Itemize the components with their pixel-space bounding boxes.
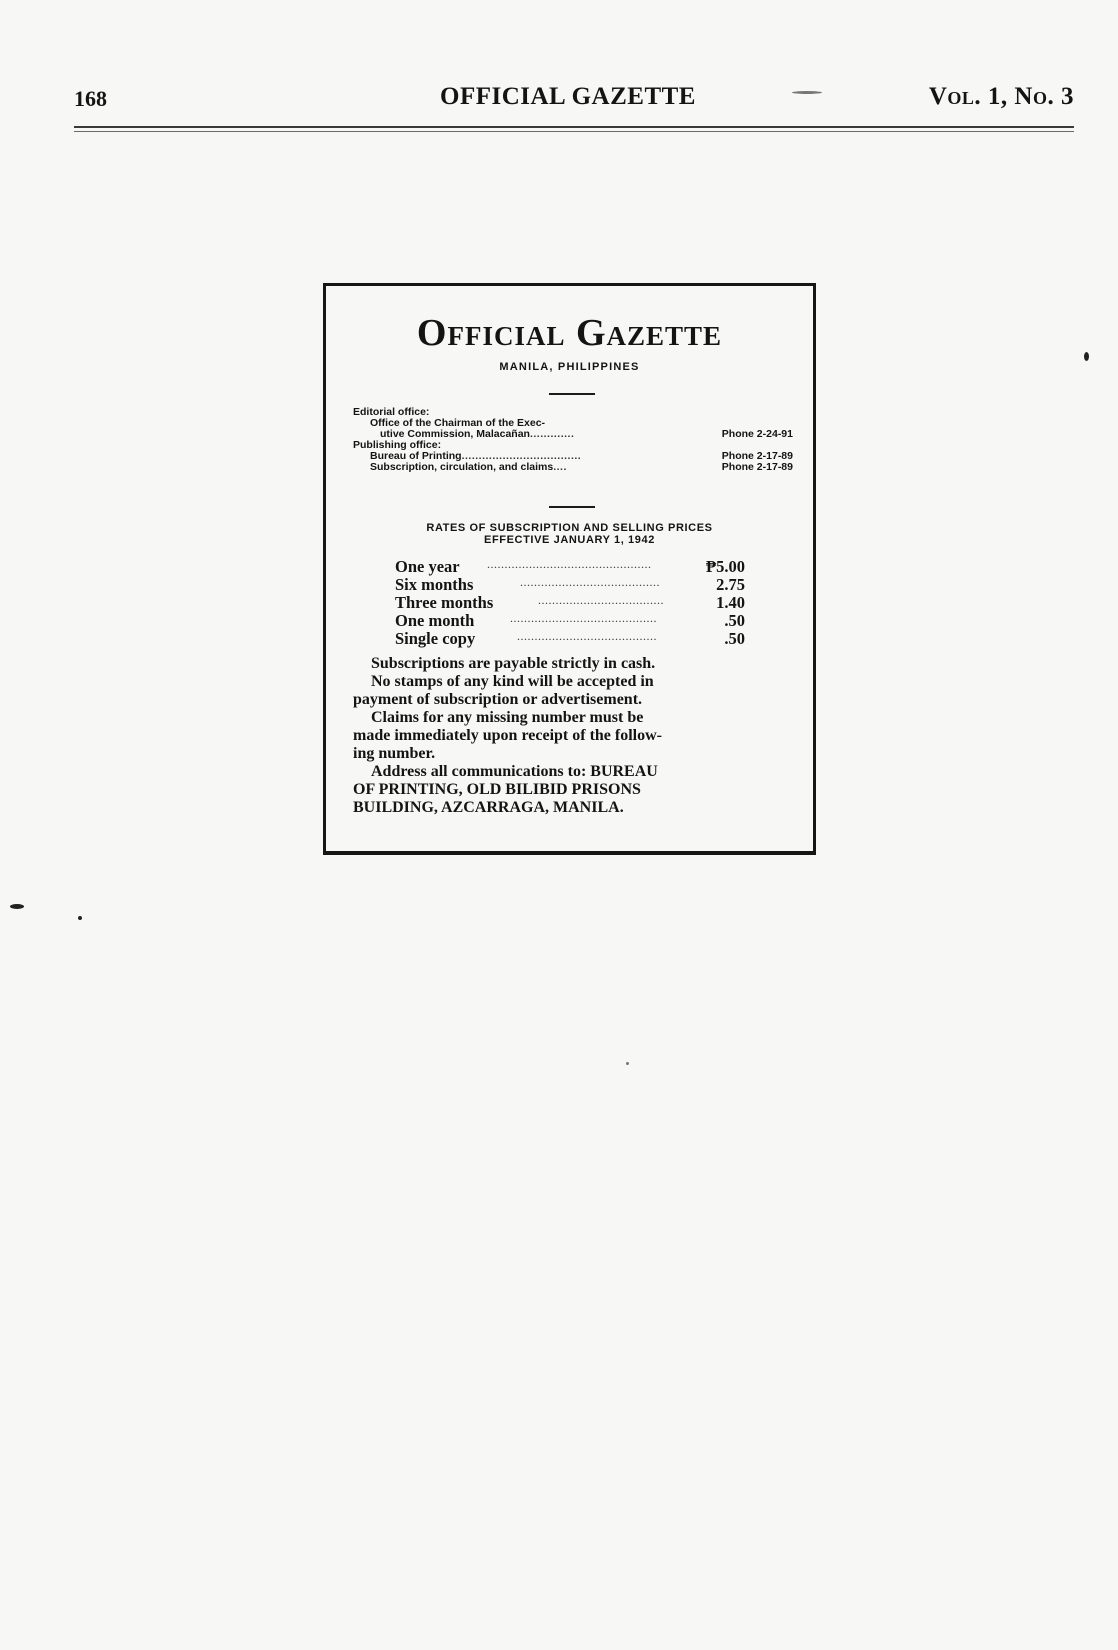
rate-term: Three months	[395, 593, 494, 612]
leader-dots: ...................................	[461, 450, 582, 462]
terms-text: ing number.	[353, 745, 436, 762]
subscription-label: Subscription, circulation, and claims	[370, 461, 554, 473]
divider	[549, 393, 595, 395]
rate-term: Single copy	[395, 629, 476, 648]
terms-line	[353, 691, 793, 709]
terms-text: Address all communications to: BUREAU	[371, 763, 658, 780]
notice-title: Official Gazette	[416, 312, 723, 354]
leader-dots: .............	[529, 428, 575, 440]
rate-price: .50	[724, 611, 745, 630]
terms-text: BUILDING, AZCARRAGA, MANILA.	[353, 799, 624, 816]
publishing-office-label: Publishing office:	[353, 439, 442, 451]
editorial-line-2	[380, 429, 793, 440]
leader-dots: ..........................................	[510, 611, 657, 625]
scan-speck	[1084, 352, 1089, 361]
terms-text: Subscriptions are payable strictly in cash.	[371, 655, 656, 672]
terms-line	[353, 673, 793, 691]
leader-dots: ........................................	[520, 575, 660, 589]
header-rule	[74, 126, 1074, 128]
header-title: OFFICIAL GAZETTE	[440, 83, 696, 110]
page-number: 168	[74, 86, 107, 111]
header-rule-thin	[74, 131, 1074, 132]
bureau-phone: Phone 2-17-89	[721, 450, 793, 462]
terms-text: OF PRINTING, OLD BILIBID PRISONS	[353, 781, 641, 798]
subscription-phone: Phone 2-17-89	[721, 461, 793, 473]
terms-line	[353, 799, 793, 817]
scan-speck	[792, 91, 822, 94]
running-header	[74, 78, 1074, 118]
leader-dots: ....	[553, 461, 567, 473]
terms-text: No stamps of any kind will be accepted in	[371, 673, 654, 690]
rate-term: One year	[395, 557, 460, 576]
rate-row	[395, 611, 745, 629]
terms-line	[353, 709, 793, 727]
terms-line	[353, 781, 793, 799]
notice-subtitle: MANILA, PHILIPPINES	[499, 361, 640, 373]
rate-price: 1.40	[716, 593, 745, 612]
terms-line	[353, 763, 793, 781]
scan-speck	[626, 1062, 629, 1065]
rate-row	[395, 575, 745, 593]
terms-line	[353, 727, 793, 745]
terms-line	[353, 745, 793, 763]
rate-price: ₱5.00	[706, 557, 745, 576]
rate-row	[395, 629, 745, 647]
rate-row	[395, 557, 745, 575]
rate-row	[395, 593, 745, 611]
leader-dots: ........................................	[517, 629, 657, 643]
subscription-line	[370, 462, 793, 473]
leader-dots: ...............................................	[487, 557, 652, 571]
scan-speck	[78, 916, 82, 920]
terms-text: Claims for any missing number must be	[371, 709, 644, 726]
rate-term: Six months	[395, 575, 474, 594]
rate-price: 2.75	[716, 575, 745, 594]
editorial-office-label: Editorial office:	[353, 406, 430, 418]
leader-dots: ....................................	[538, 593, 664, 607]
editorial-phone: Phone 2-24-91	[721, 428, 793, 440]
editorial-line-2-text: utive Commission, Malacañan	[380, 428, 530, 440]
rates-effective-date: EFFECTIVE JANUARY 1, 1942	[484, 534, 655, 546]
subscription-notice-box: Official Gazette MANILA, PHILIPPINES Editorial office: Office of the Chairman of the Exec- utive Commission, Malacañan............. Phone 2-24-91 Publishing office: Bureau of Printing................................... Phone 2-17-89 Subscription, circulation, and claims.... Phone 2-17-89 RATES OF SUBSCRIPTION AND SELLING PRICES EFFECTIVE JANUARY 1, 1942 One year ............................................... ₱5.00 Six months ........................................ 2.75 Three months .................................... 1.40 One month .......................................... .50 Single copy ........................................ .50 Subscriptions are payable strictly in cash. No stamps of any kind will be accepted in payment of subscription or advertisement. Claims for any missing number must be made immediately upon receipt of the follow- ing number. Address all communications to: BUREAU OF PRINTING, OLD BILIBID PRISONS BUILDING, AZCARRAGA, MANILA.	[323, 283, 816, 855]
volume-number: Vol. 1, No. 3	[928, 83, 1074, 110]
rates-heading: RATES OF SUBSCRIPTION AND SELLING PRICES	[426, 522, 713, 534]
terms-text: payment of subscription or advertisement.	[353, 691, 643, 708]
bureau-label: Bureau of Printing	[370, 450, 462, 462]
divider	[549, 506, 595, 508]
rate-price: .50	[724, 629, 745, 648]
terms-text: made immediately upon receipt of the follow-	[353, 727, 662, 744]
terms-line	[353, 655, 793, 673]
rate-term: One month	[395, 611, 475, 630]
scan-speck	[10, 904, 24, 909]
